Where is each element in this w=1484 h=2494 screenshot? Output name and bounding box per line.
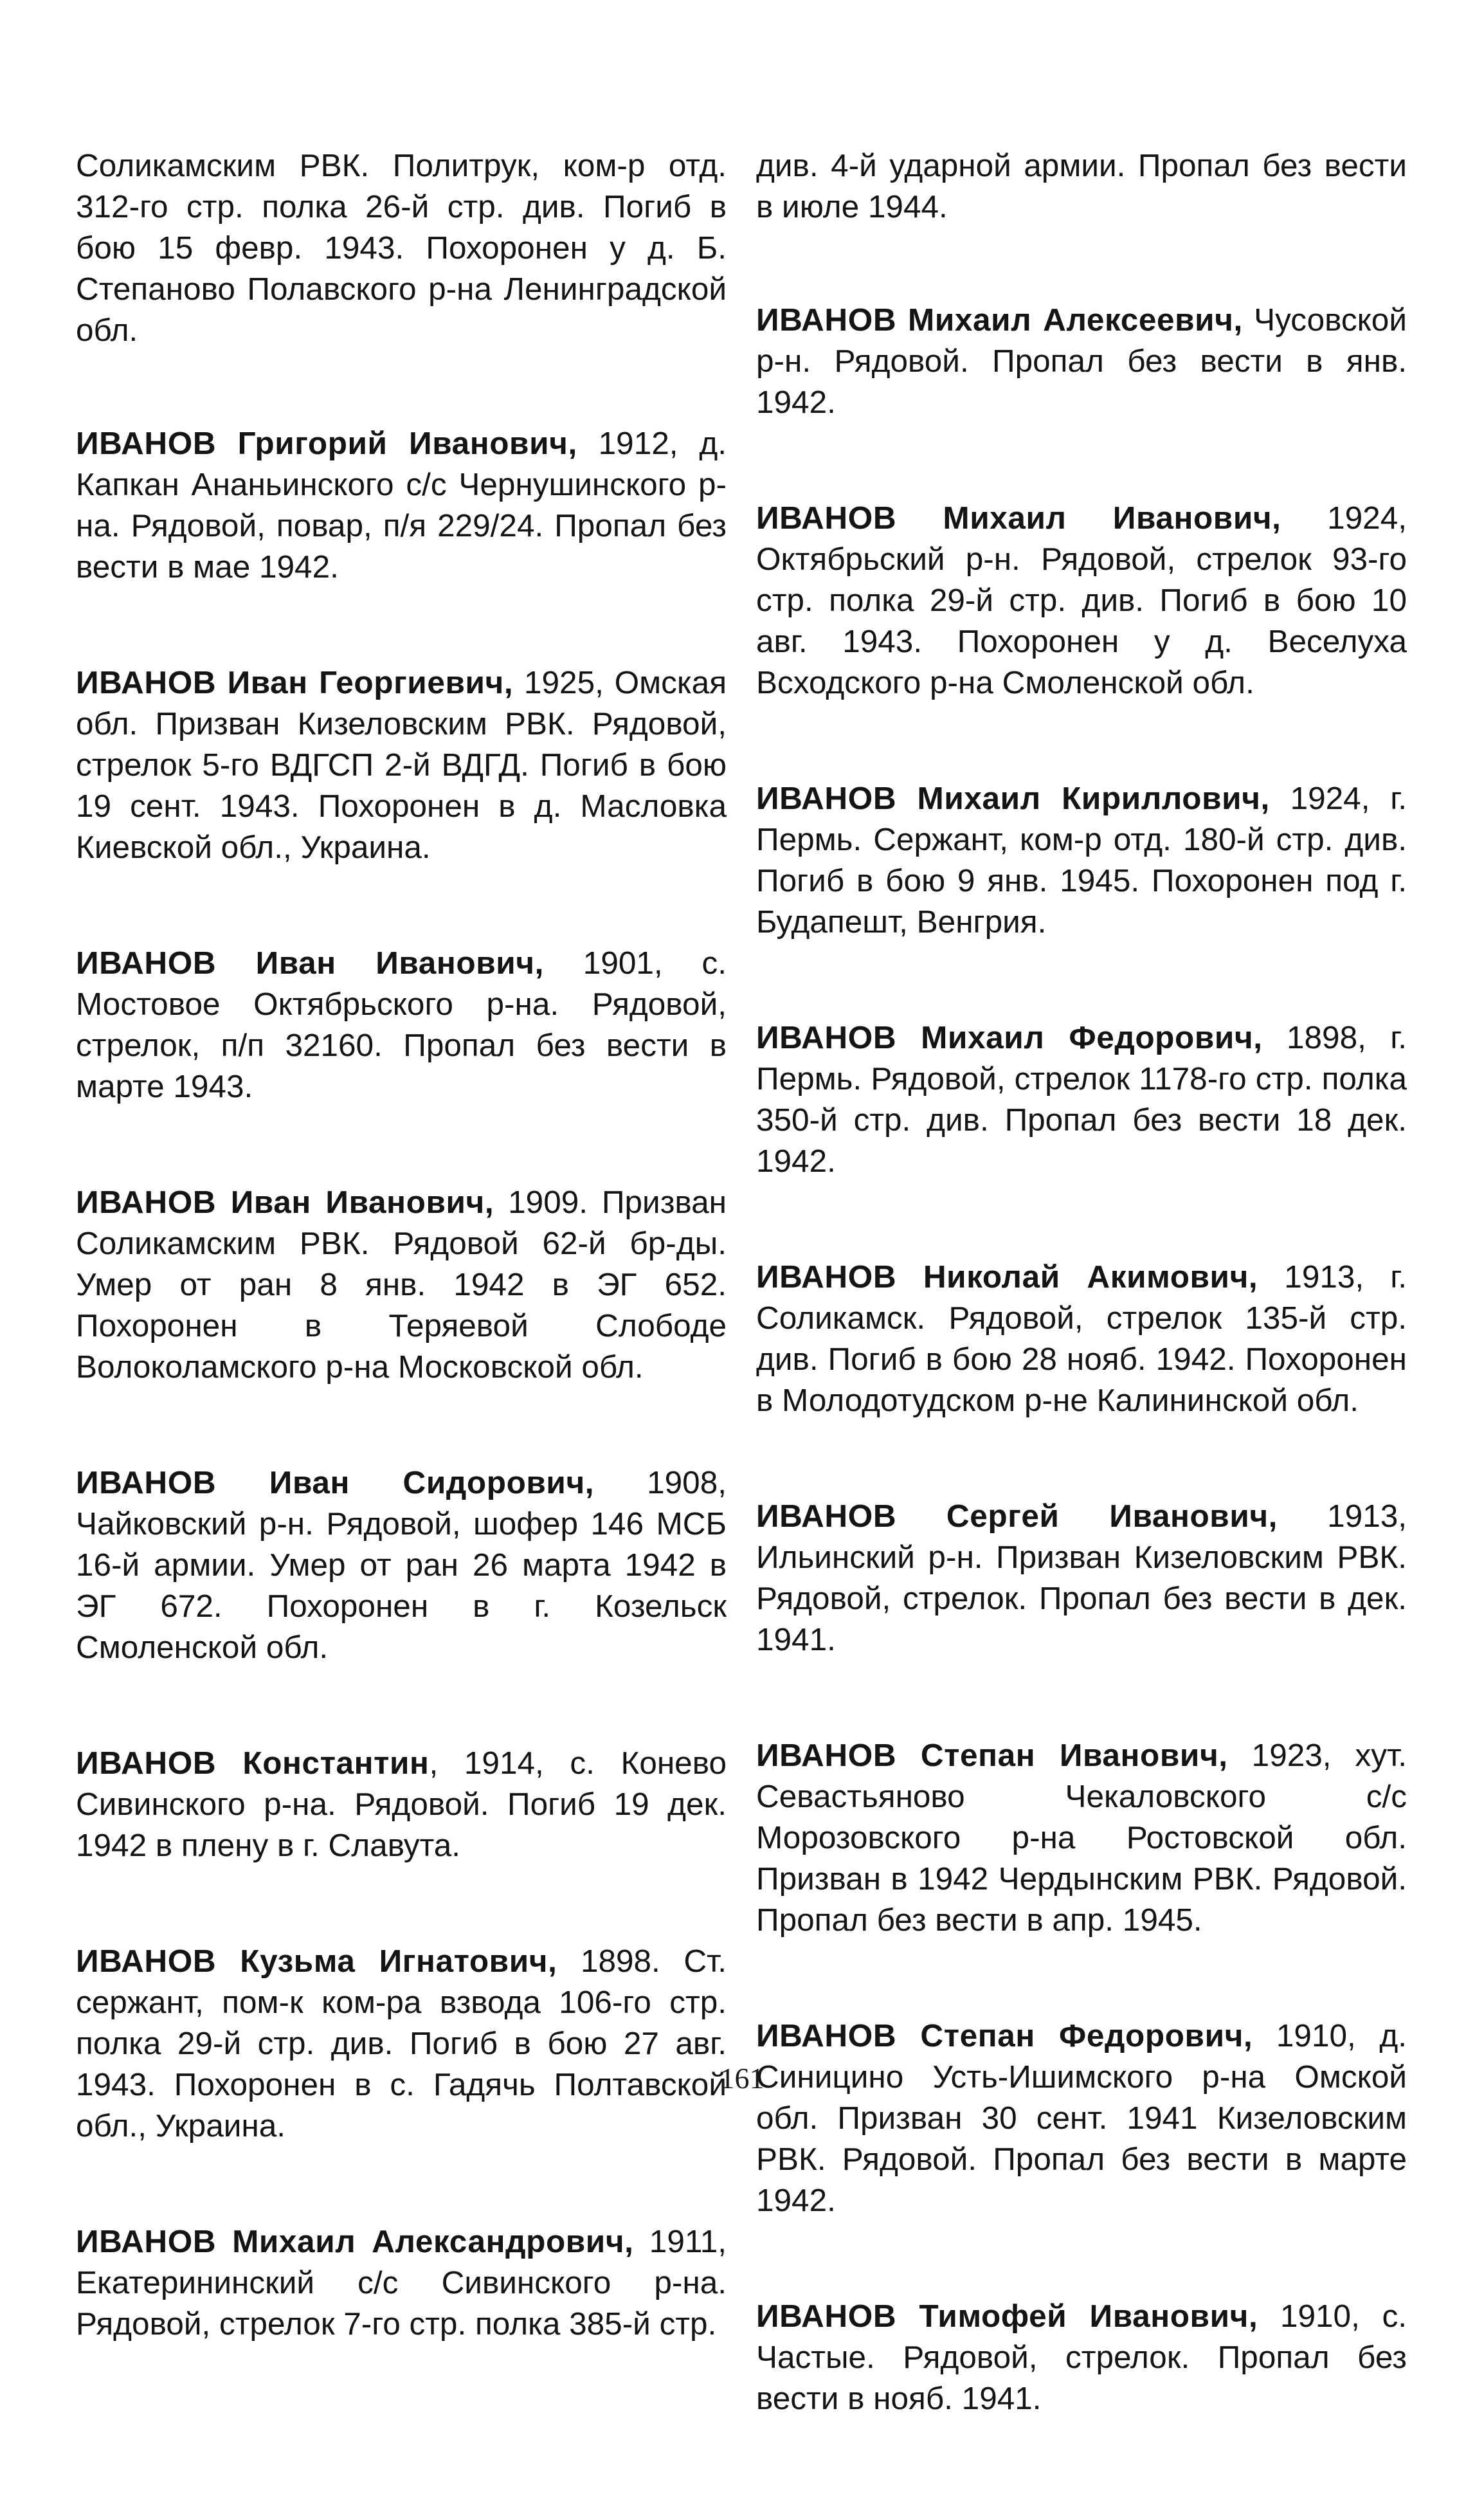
- entry-name: ИВАНОВ Иван Георгиевич,: [76, 665, 514, 700]
- entry: [756, 1496, 1407, 1661]
- entry: [756, 1257, 1407, 1421]
- entry-text: 1913, Ильинский р-н. Призван Кизеловским РВК. Рядовой, стрелок. Пропал без вести в дек. 1941.: [756, 1498, 1407, 1657]
- entry-name: ИВАНОВ Кузьма Игнатович,: [76, 1943, 557, 1979]
- entry-text: 1910, с. Частые. Рядовой, стрелок. Пропал без вести в нояб. 1941.: [756, 2298, 1407, 2416]
- entry-text: 1898. Ст. сержант, пом-к ком-ра взвода 106-го стр. полка 29-й стр. див. Погиб в бою 27 авг. 1943. Похоронен в с. Гадячь Полтавской обл., Украина.: [76, 1943, 727, 2144]
- entry-name: ИВАНОВ Иван Сидорович,: [76, 1465, 595, 1500]
- entry: [756, 1017, 1407, 1182]
- entry: [76, 1462, 727, 1668]
- entry-text: 1925, Омская обл. Призван Кизеловским РВК. Рядовой, стрелок 5-го ВДГСП 2-й ВДГД. Погиб в бою 19 сент. 1943. Похоронен в д. Масловка Киевской обл., Украина.: [76, 665, 727, 865]
- entry-name: ИВАНОВ Николай Акимович,: [756, 1259, 1258, 1295]
- entry-text: Чусовской р-н. Рядовой. Пропал без вести в янв. 1942.: [756, 302, 1407, 420]
- entry: [76, 943, 727, 1107]
- entry-text: 1923, хут. Севастьяново Чекаловского с/с Морозовского р-на Ростовской обл. Призван в 1942 Чердынским РВК. Рядовой. Пропал без вести в апр. 1945.: [756, 1738, 1407, 1938]
- entry: [76, 662, 727, 868]
- entry-name: ИВАНОВ Иван Иванович,: [76, 945, 544, 981]
- entry-text: див. 4-й ударной армии. Пропал без вести в июле 1944.: [756, 148, 1407, 224]
- entry: [756, 300, 1407, 423]
- entry: [756, 498, 1407, 704]
- entry-name: ИВАНОВ Михаил Кириллович,: [756, 781, 1270, 816]
- entry-name: ИВАНОВ Григорий Иванович,: [76, 426, 577, 461]
- entry-text: 1910, д. Синицино Усть-Ишимского р-на Омской обл. Призван 30 сент. 1941 Кизеловским РВК. Рядовой. Пропал без вести в марте 1942.: [756, 2018, 1407, 2218]
- entry-name: ИВАНОВ Сергей Иванович,: [756, 1498, 1278, 1534]
- entry-name: ИВАНОВ Михаил Алексеевич,: [756, 302, 1243, 338]
- entry-text: Соликамским РВК. Политрук, ком-р отд. 312-го стр. полка 26-й стр. див. Погиб в бою 15 февр. 1943. Похоронен у д. Б. Степаново Полавского р-на Ленинградской обл.: [76, 148, 727, 348]
- entry-text: 1909. Призван Соликамским РВК. Рядовой 62-й бр-ды. Умер от ран 8 янв. 1942 в ЭГ 652. Похоронен в Теряевой Слободе Волоколамского р-на Московской обл.: [76, 1185, 727, 1385]
- entry-name: ИВАНОВ Константин: [76, 1745, 430, 1781]
- entry-name: ИВАНОВ Тимофей Иванович,: [756, 2298, 1258, 2334]
- entry-text: 1911, Екатерининский с/с Сивинского р-на. Рядовой, стрелок 7-го стр. полка 385-й стр.: [76, 2224, 727, 2342]
- entry: [76, 1941, 727, 2147]
- entry-text: 1924, г. Пермь. Сержант, ком-р отд. 180-й стр. див. Погиб в бою 9 янв. 1945. Похоронен под г. Будапешт, Венгрия.: [756, 781, 1407, 940]
- entry-continuation: [756, 145, 1407, 228]
- entry-name: ИВАНОВ Михаил Иванович,: [756, 500, 1281, 536]
- entry-name: ИВАНОВ Иван Иванович,: [76, 1185, 494, 1220]
- entry-name: ИВАНОВ Михаил Александрович,: [76, 2224, 634, 2259]
- entry-name: ИВАНОВ Степан Федорович,: [756, 2018, 1253, 2053]
- entry: [76, 1182, 727, 1388]
- page-number: 161: [719, 2062, 765, 2095]
- right-column: [756, 145, 1407, 2494]
- entry-text: 1924, Октябрьский р-н. Рядовой, стрелок 93-го стр. полка 29-й стр. див. Погиб в бою 10 авг. 1943. Похоронен у д. Веселуха Всходского р-на Смоленской обл.: [756, 500, 1407, 700]
- entry-name: ИВАНОВ Степан Иванович,: [756, 1738, 1228, 1773]
- entry: [756, 2016, 1407, 2221]
- entry: [756, 2296, 1407, 2419]
- entry-name: ИВАНОВ Михаил Федорович,: [756, 1020, 1263, 1055]
- entry: [756, 778, 1407, 943]
- entry: [756, 1735, 1407, 1941]
- entry-text: , 1914, с. Конево Сивинского р-на. Рядовой. Погиб 19 дек. 1942 в плену в г. Славута.: [76, 1745, 727, 1863]
- entry-continuation: [76, 145, 727, 351]
- entry: [76, 423, 727, 588]
- entry-text: 1913, г. Соликамск. Рядовой, стрелок 135-й стр. див. Погиб в бою 28 нояб. 1942. Похоронен в Молодотудском р-не Калининской обл.: [756, 1259, 1407, 1418]
- entry-text: 1901, с. Мостовое Октябрьского р-на. Рядовой, стрелок, п/п 32160. Пропал без вести в марте 1943.: [76, 945, 727, 1104]
- entry: [76, 2221, 727, 2345]
- entry-text: 1898, г. Пермь. Рядовой, стрелок 1178-го стр. полка 350-й стр. див. Пропал без вести 18 дек. 1942.: [756, 1020, 1407, 1179]
- entry-text: 1908, Чайковский р-н. Рядовой, шофер 146 МСБ 16-й армии. Умер от ран 26 марта 1942 в ЭГ 672. Похоронен в г. Козельск Смоленской обл.: [76, 1465, 727, 1665]
- entry-text: 1912, д. Капкан Ананьинского с/с Чернушинского р-на. Рядовой, повар, п/я 229/24. Пропал без вести в мае 1942.: [76, 426, 727, 585]
- entry: [76, 1743, 727, 1866]
